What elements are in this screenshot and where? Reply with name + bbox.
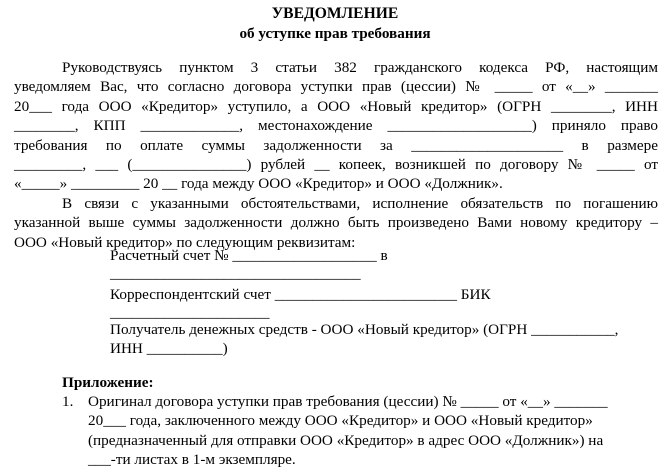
correspondent-account-line: Корреспондентский счет ________________________ БИК bbox=[110, 286, 491, 303]
appendix-heading: Приложение: bbox=[62, 374, 154, 391]
paragraph-line: Руководствуясь пунктом 3 статьи 382 гражданского кодекса РФ, настоящим bbox=[62, 59, 658, 76]
paragraph-assignment-notice bbox=[14, 58, 658, 194]
bank-name-line: _________________________________ bbox=[110, 265, 361, 282]
paragraph-line: В связи с указанными обстоятельствами, исполнение обязательств по погашению bbox=[62, 195, 658, 212]
account-number-line: Расчетный счет № ___________________ в bbox=[110, 247, 388, 264]
paragraph-payment-instructions bbox=[14, 194, 658, 252]
appendix-item-text bbox=[88, 392, 662, 470]
paragraph-line: указанной выше суммы задолженности должно быть произведено Вами новому кредитору – bbox=[14, 214, 658, 232]
paragraph-line: «_____» _________ 20 __ года между ООО «Кредитор» и ООО «Должник». bbox=[14, 175, 503, 193]
bik-line: _____________________ bbox=[110, 304, 270, 321]
paragraph-line: 20___ года ООО «Кредитор» уступило, а ООО «Новый кредитор» (ОГРН ________, ИНН bbox=[14, 97, 658, 115]
appendix-line: 20___ года, заключенного между ООО «Кредитор» и ООО «Новый кредитор» bbox=[88, 412, 593, 430]
paragraph-line: уведомляем Вас, что согласно договора уступки прав (цессии) № _____ от «__» _______ bbox=[14, 78, 658, 96]
appendix-line: Оригинал договора уступки прав требования (цессии) № _____ от «__» _______ bbox=[88, 393, 608, 410]
paragraph-line: ООО «Новый кредитор» по следующим реквизитам: bbox=[14, 233, 356, 251]
document-subtitle: об уступке прав требования bbox=[239, 25, 431, 42]
appendix-item-number: 1. bbox=[62, 393, 74, 410]
paragraph-line: требования по оплате суммы задолженности за ____________________ в размере bbox=[14, 136, 658, 154]
paragraph-line: _________, ___ (_______________) рублей __ копеек, возникшей по договору № _____ от bbox=[14, 155, 658, 173]
appendix-line: (предназначенный для отправки ООО «Кредитор» в адрес ООО «Должник») на bbox=[88, 431, 604, 449]
recipient-line: Получатель денежных средств - ООО «Новый кредитор» (ОГРН ___________, bbox=[110, 321, 619, 338]
document-title: УВЕДОМЛЕНИЕ bbox=[271, 5, 399, 22]
appendix-line: ___-ти листах в 1-м экземпляре. bbox=[88, 451, 296, 469]
paragraph-line: ________, КПП _____________, местонахождение ___________________) приняло право bbox=[14, 117, 658, 135]
recipient-inn-line: ИНН __________) bbox=[110, 340, 228, 357]
